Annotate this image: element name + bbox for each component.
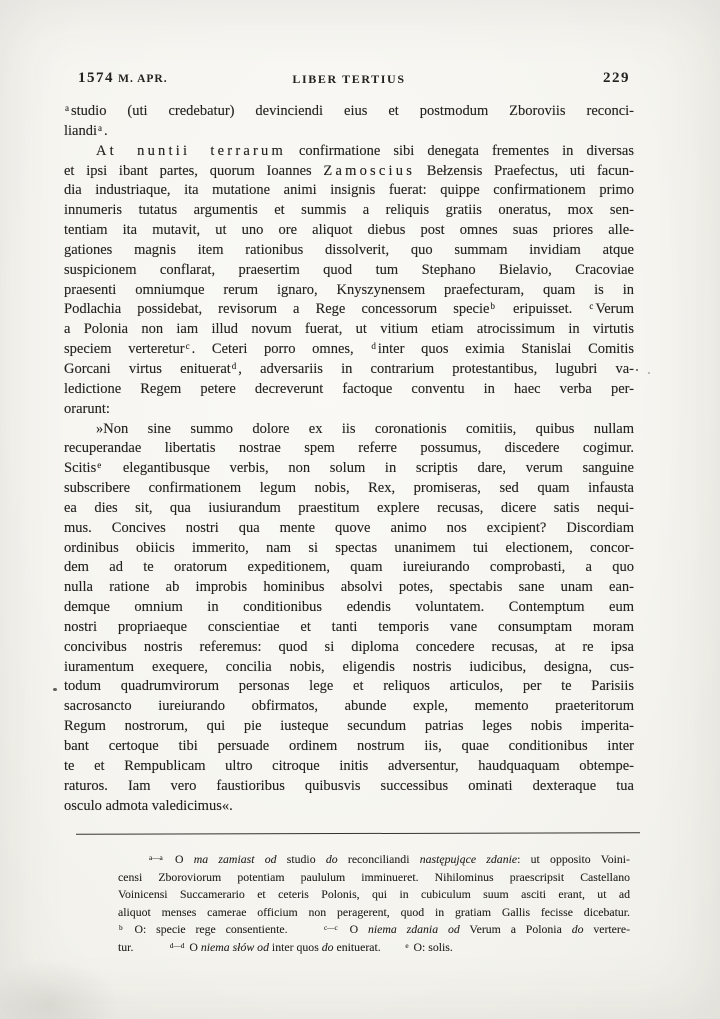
footnote-block	[118, 851, 630, 957]
text-line: praesenti omniumque rerum ignaro, Knyszynensem praefecturam, quam is in	[64, 281, 634, 298]
text-line: bant certoque tibi persuade ordinem nostrum iis, quae conditionibus inter	[64, 738, 634, 754]
text-line: censi Zboroviorum potentiam paululum imminueret. Nihilominus praescripsit Castellano	[118, 869, 630, 884]
running-head	[64, 70, 634, 90]
text-line: $^b$ O: specie rege consentiente. $^{c—c}$ O niema zdania od Verum a Polonia do vertere-	[119, 922, 631, 937]
header-date-month: M. APR.	[118, 73, 168, 85]
text-line: At nuntii terrarum confirmatione sibi denegata frementes in diversas	[96, 142, 634, 159]
paragraph	[64, 102, 634, 142]
text-line: suspicionem conflarat, praesertim quod tum Stephano Bielavio, Cracoviae	[64, 261, 634, 278]
text-line: et ipsi ibant partes, quorum Ioannes Zamoscius Bełzensis Praefectus, uti facun-	[64, 162, 635, 179]
text-line: demque omnium in conditionibus edendis voluntatem. Contemptum eum	[64, 599, 634, 616]
body-text	[64, 102, 634, 816]
text-line: Scitis$^e$ elegantibusque verbis, non solum in scriptis dare, verum sanguine	[64, 460, 634, 477]
text-line: gationes magnis item rationibus dissolverit, quo summam invidiam atque	[64, 241, 634, 258]
text-line: ea dies sit, qua iusiurandum praestitum explere recusas, dicere satis nequi-	[64, 499, 634, 516]
text-line: todum quadrumvirorum personas lege et reliquos articulos, per te Parisiis	[64, 678, 634, 695]
text-line: orarunt:	[64, 400, 110, 417]
text-line: ledictione Regem petere decreverunt factoque conventu in haec verba per-	[64, 380, 634, 397]
text-line: nulla ratione ab improbis hominibus absolvi potes, spectabis sane unam ean-	[64, 579, 634, 596]
text-line: sacrosancto iureiurando obfirmatos, abunde exple, memento praeteritorum	[64, 698, 634, 715]
header-date-year: 1574	[78, 70, 114, 86]
header-title: LIBER TERTIUS	[292, 72, 406, 86]
ink-speck	[648, 372, 650, 374]
text-line: »Non sine summo dolore ex iis coronationis comitiis, quibus nullam	[96, 420, 634, 437]
text-line: nostri propriaeque conscientiae et tanti temporis vane consumptam moram	[64, 618, 634, 635]
text-line: Podlachia possidebat, revisorum a Rege concessorum specie$^b$ eripuisset. $^c$ Verum	[64, 301, 635, 318]
paragraph	[64, 142, 634, 420]
text-line: dia industriaque, ita mutatione animi insignis fuerat: quippe confirmationem primo	[64, 182, 634, 199]
text-line: speciem verteretur$^c$ . Ceteri porro omnes, $^d$ inter quos eximia Stanislai Comitis	[64, 341, 635, 358]
text-line: Voinicensi Succamerario et ceteris Polonis, qui in cubiculum suum asciti erant, ut ad	[118, 887, 630, 902]
header-page-number: 229	[603, 70, 630, 86]
text-line: tentiam ita mutavit, ut uno ore aliquot diebus post omnes suas priores alle-	[64, 222, 634, 239]
text-line: $^{a—a}$ O ma zamiast od studio do reconciliandi następujące zdanie: ut opposito Voini-	[149, 852, 630, 866]
text-line: mus. Concives nostri qua mente quove animo nos excipient? Discordiam	[64, 519, 634, 536]
text-line: osculo admota valedicimus«.	[64, 797, 233, 814]
ink-speck	[636, 369, 638, 371]
text-line: aliquot menses camerae officium non peragerent, quod in gratiam Gallis fecisse dicebatur.	[118, 904, 630, 919]
footnote-separator	[76, 832, 640, 834]
ink-speck	[53, 688, 57, 691]
text-line: ordinibus obiicis immerito, nam si spectas unanimem tui electionem, concor-	[64, 539, 634, 556]
text-line: Regum nostrorum, qui pie iusteque secundum patrias leges nobis imperita-	[64, 718, 634, 735]
text-line: iuramentum exequere, concilia nobis, eligendis nostris iudicibus, designa, cus-	[64, 658, 634, 675]
text-line: recuperandae libertatis nostrae spem referre possumus, discedere cogimur.	[64, 440, 634, 457]
paragraph	[64, 420, 634, 817]
text-line: Gorcani virtus enituerat$^d$ , adversariis in contrarium protestantibus, lugubri va-	[64, 360, 635, 377]
text-line: subscribere confirmationem legum nobis, Rex, promiseras, sed quam infausta	[64, 480, 634, 497]
text-line: a Polonia non iam illud novum fuerat, ut vitium etiam atrocissimum in virtutis	[64, 321, 634, 338]
text-line: innumeris tutatus argumentis et summis a reliquis gratiis oneratus, mox sen-	[64, 202, 634, 219]
scan-smudge	[0, 959, 120, 1019]
text-line: raturos. Iam vero faustioribus quibusvis successibus ominati dexteraque tua	[64, 777, 634, 794]
text-line: $^a$ studio (uti credebatur) devinciendi eius et postmodum Zboroviis reconci-	[65, 102, 634, 119]
text-line: te et Rempublicam ultro citroque initis adversentur, haudquaquam obtempe-	[64, 757, 634, 774]
text-line: concivibus nostris referemus: quod si diploma concedere recusas, at re ipsa	[64, 638, 634, 655]
text-line: dem ad te oratorum expeditionem, quam iureiurando comprobasti, a quo	[64, 559, 634, 576]
text-line: tur. $^{d—d}$ O niema słów od inter quos do enituerat. $^e$ O: solis.	[118, 939, 453, 954]
text-line: liandi$^a$ .	[64, 122, 108, 139]
